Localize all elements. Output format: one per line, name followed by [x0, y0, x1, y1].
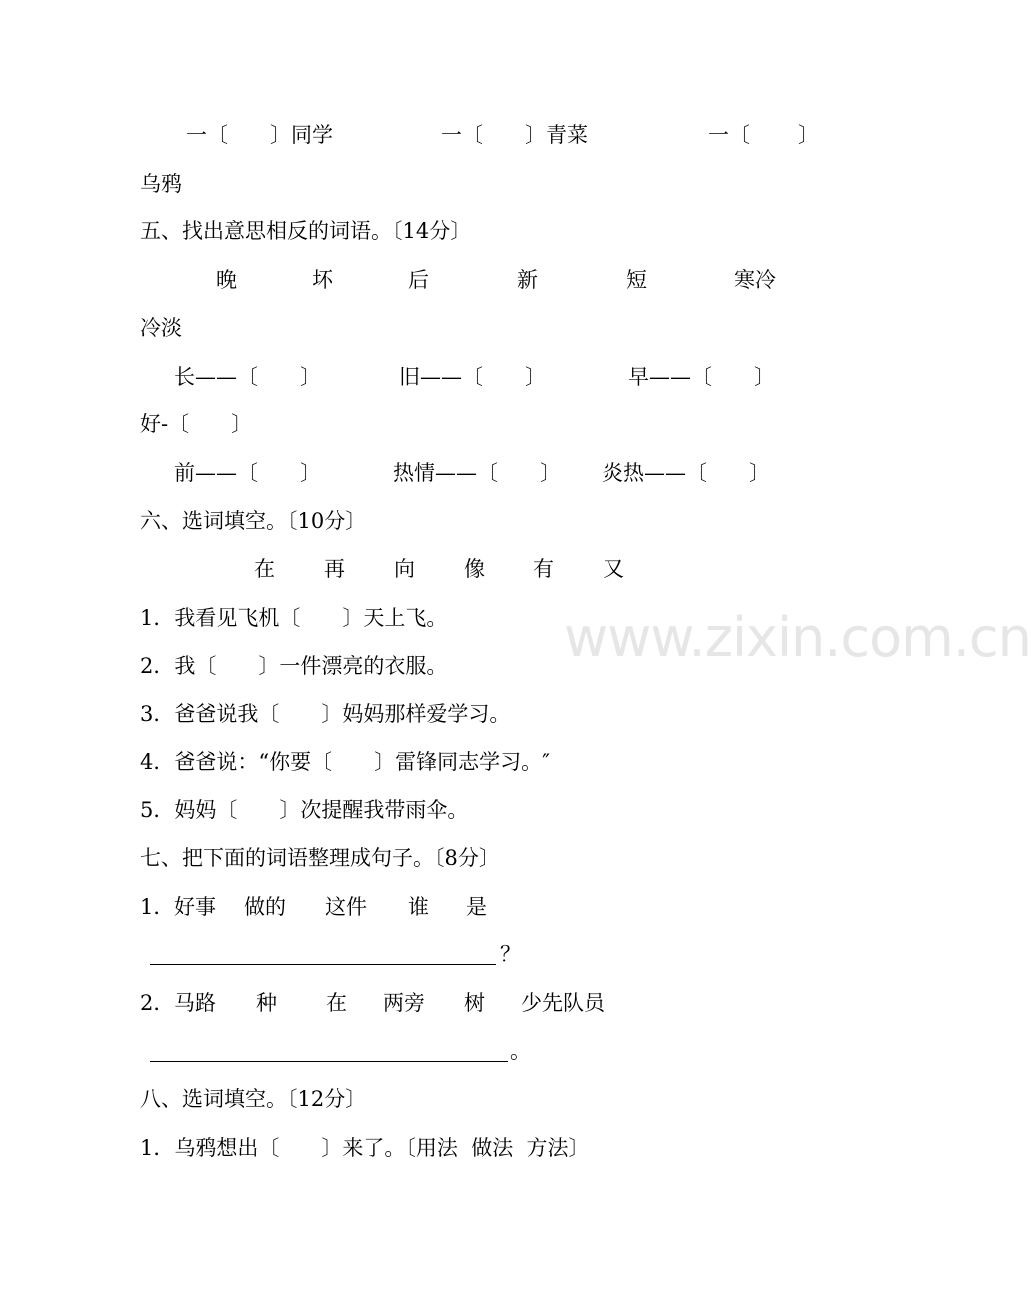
section6-item: 5．妈妈〔 〕次提醒我带雨伞。: [140, 798, 469, 822]
word-card: 做的: [244, 895, 286, 919]
section6-option: 再: [324, 557, 345, 581]
word-card: 好事: [174, 895, 216, 919]
section7-item2-number: 2．: [140, 991, 175, 1015]
word-card: 这件: [325, 895, 367, 919]
section5-option-wrap: 冷淡: [140, 316, 182, 340]
section8-heading: 八、选词填空。〔12分〕: [140, 1087, 367, 1111]
word-card: 是: [466, 895, 487, 919]
measure-word-item-2: 一〔 〕青菜: [441, 123, 588, 147]
word-card: 两旁: [383, 991, 425, 1015]
section6-item: 3．爸爸说我〔 〕妈妈那样爱学习。: [140, 702, 511, 726]
word-card: 少先队员: [521, 991, 605, 1015]
section5-option: 晚: [216, 268, 237, 292]
section6-option: 像: [464, 557, 485, 581]
section6-option: 在: [254, 557, 275, 581]
section6-option: 有: [533, 557, 554, 581]
watermark: www.zixin.com.cn: [564, 606, 1031, 669]
section6-option: 又: [603, 557, 624, 581]
section5-option: 新: [517, 268, 538, 292]
section5-heading: 五、找出意思相反的词语。〔14分〕: [140, 219, 472, 243]
antonym-blank: 早——〔 〕: [628, 365, 775, 389]
measure-word-item-3: 一〔: [708, 123, 792, 147]
antonym-blank: 前——〔 〕: [174, 461, 321, 485]
section6-item: 2．我〔 〕一件漂亮的衣服。: [140, 654, 448, 678]
word-card: 谁: [408, 895, 429, 919]
answer-line: [150, 1061, 508, 1062]
answer-line-end: 。: [510, 1039, 531, 1063]
word-card: 树: [464, 991, 485, 1015]
antonym-blank-wrap: 好-〔 〕: [140, 412, 253, 436]
word-card: 马路: [174, 991, 216, 1015]
antonym-blank: 炎热——〔 〕: [602, 461, 770, 485]
section5-option: 寒冷: [734, 268, 776, 292]
word-card: 在: [326, 991, 347, 1015]
answer-line: [150, 964, 496, 965]
section6-item: 1．我看见飞机〔 〕天上飞。: [140, 606, 448, 630]
measure-word-item-1: 一〔 〕同学: [186, 123, 333, 147]
section8-item: 1．乌鸦想出〔 〕来了。〔用法 做法 方法〕: [140, 1136, 590, 1160]
section6-item: 4．爸爸说：“你要〔 〕雷锋同志学习。″: [140, 750, 550, 774]
antonym-blank: 旧——〔 〕: [399, 365, 546, 389]
section7-heading: 七、把下面的词语整理成句子。〔8分〕: [140, 846, 500, 870]
section6-option: 向: [394, 557, 415, 581]
section6-heading: 六、选词填空。〔10分〕: [140, 509, 367, 533]
word-card: 种: [256, 991, 277, 1015]
antonym-blank: 长——〔 〕: [174, 365, 321, 389]
section5-option: 后: [408, 268, 429, 292]
antonym-blank: 热情——〔 〕: [393, 461, 561, 485]
measure-word-tail-bracket: 〕: [798, 123, 819, 147]
measure-word-wrap: 乌鸦: [140, 172, 182, 196]
answer-line-end: ？: [500, 942, 521, 966]
section5-option: 短: [626, 268, 647, 292]
section7-item1-number: 1．: [140, 895, 175, 919]
section5-option: 坏: [312, 268, 333, 292]
